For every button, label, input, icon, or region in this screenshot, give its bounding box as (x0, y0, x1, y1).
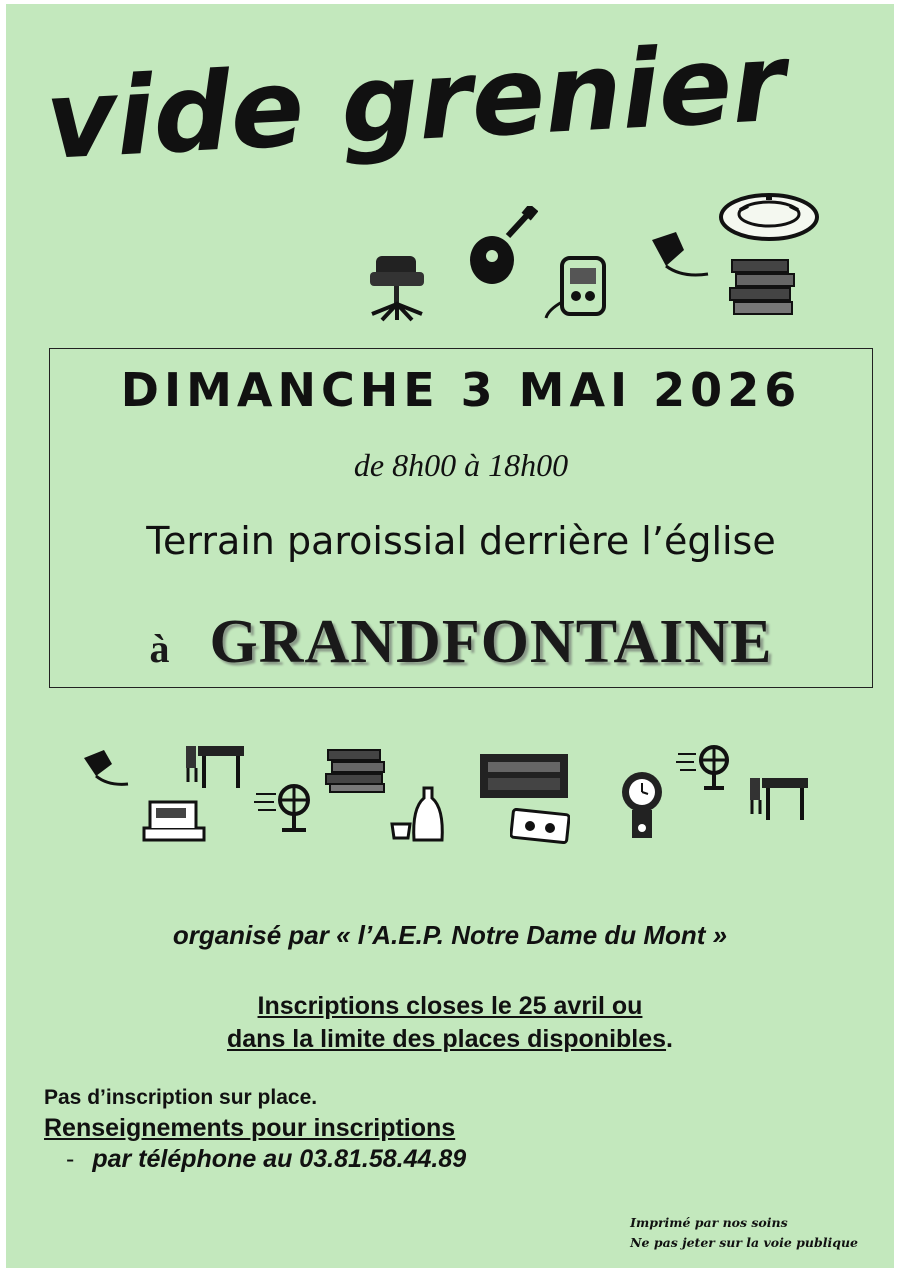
spinning-top-icon (78, 746, 134, 792)
registration-line-2: dans la limite des places disponibles (227, 1025, 667, 1053)
school-desk-icon (746, 772, 810, 824)
registration-line-1: Inscriptions closes le 25 avril ou (257, 992, 643, 1020)
footer-line-2: Ne pas jeter sur la voie publique (630, 1235, 858, 1250)
event-hours: de 8h00 à 18h00 (353, 447, 569, 483)
contact-block (44, 1086, 466, 1174)
town-prefix: à (149, 626, 170, 671)
sake-set-icon (388, 784, 450, 846)
event-info-box (49, 348, 873, 688)
cassette-player-icon (544, 252, 622, 322)
footer-line-1: Imprimé par nos soins (630, 1215, 788, 1230)
phone-dash: - (66, 1145, 75, 1173)
fan-icon (674, 742, 736, 794)
organizer-line: organisé par « l’A.E.P. Notre Dame du Mont » (172, 920, 728, 950)
wall-clock-icon (616, 770, 668, 840)
school-desk-icon (182, 742, 246, 792)
sewing-machine-icon (140, 794, 208, 846)
no-onsite-registration: Pas d’inscription sur place. (44, 1086, 318, 1109)
cassette-icon (510, 808, 570, 844)
book-stack-icon (728, 254, 798, 318)
title-text: vide grenier (42, 20, 789, 184)
poster-sheet (6, 4, 894, 1268)
registration-period: . (666, 1025, 673, 1053)
footer-note (630, 1213, 858, 1253)
event-town-line (50, 607, 872, 678)
event-date: DIMANCHE 3 MAI 2026 (120, 363, 802, 417)
event-town: GRANDFONTAINE (209, 608, 773, 676)
phone-line (44, 1145, 466, 1174)
registration-notice (6, 990, 894, 1056)
phone-number: par téléphone au 03.81.58.44.89 (92, 1145, 467, 1173)
ashtray-icon (718, 190, 820, 244)
poster-title (42, 20, 826, 216)
spinning-top-icon (642, 226, 710, 288)
radio-icon (478, 752, 570, 800)
info-heading: Renseignements pour inscriptions (44, 1114, 456, 1142)
event-place: Terrain paroissial derrière l’église (146, 519, 776, 563)
guitar-icon (462, 206, 538, 290)
book-stack-icon (324, 746, 388, 794)
office-chair-icon (364, 250, 430, 324)
fan-icon (252, 780, 318, 836)
